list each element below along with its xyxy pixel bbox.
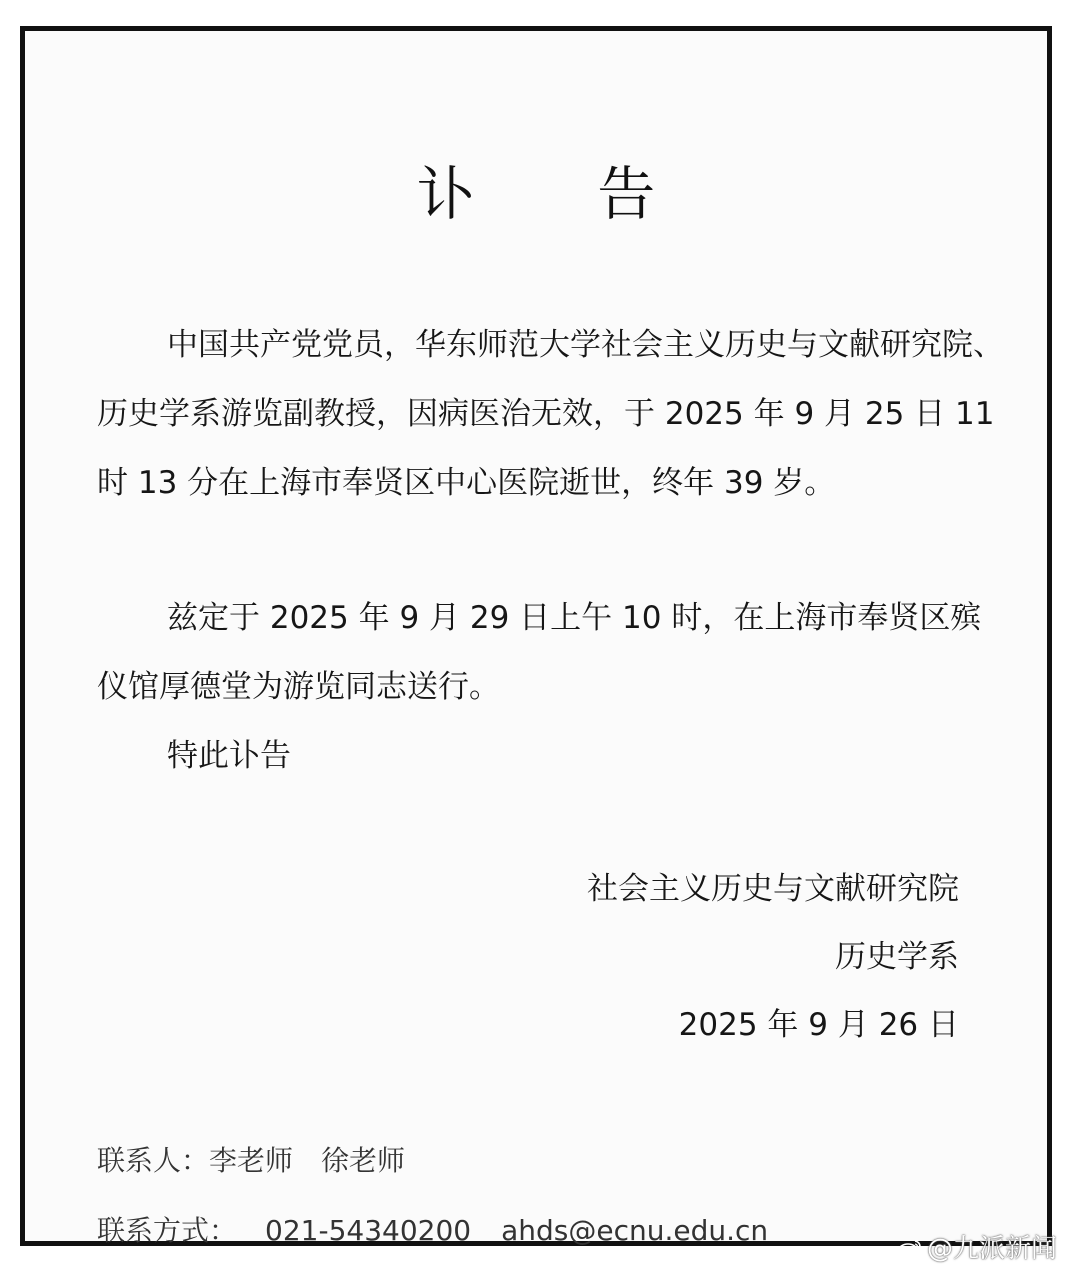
paragraph-3-text: 特此讣告 bbox=[167, 738, 291, 774]
contact-email: ahds@ecnu.edu.cn bbox=[501, 1214, 769, 1247]
signature-institute: 社会主义历史与文献研究院 bbox=[587, 871, 959, 907]
notice-paragraph-1 bbox=[97, 311, 1005, 518]
contact-persons bbox=[97, 1141, 405, 1181]
contact-method-label: 联系方式： bbox=[97, 1214, 238, 1247]
contact-phone: 021-54340200 bbox=[265, 1214, 472, 1247]
contact-person-label: 联系人： bbox=[97, 1144, 210, 1177]
watermark bbox=[897, 1233, 1057, 1265]
contact-person-1: 李老师 bbox=[209, 1144, 294, 1177]
notice-frame bbox=[20, 26, 1052, 1246]
contact-methods bbox=[97, 1211, 768, 1251]
watermark-text: @九派新闻 bbox=[926, 1234, 1057, 1264]
notice-paragraph-2 bbox=[97, 584, 1005, 722]
paragraph-1-text: 中国共产党党员，华东师范大学社会主义历史与文献研究院、历史学系游览副教授，因病医治无效，于 2025 年 9 月 25 日 11 时 13 分在上海市奉贤区中心医院逝世，终年 39 岁。 bbox=[97, 327, 1004, 501]
weibo-logo-icon bbox=[897, 1238, 923, 1260]
contact-person-2: 徐老师 bbox=[321, 1144, 406, 1177]
notice-title: 讣 告 bbox=[416, 160, 708, 228]
signature-department: 历史学系 bbox=[835, 939, 959, 975]
notice-paragraph-3 bbox=[97, 722, 1005, 791]
paragraph-2-text: 兹定于 2025 年 9 月 29 日上午 10 时，在上海市奉贤区殡仪馆厚德堂为游览同志送行。 bbox=[97, 600, 982, 705]
signature-date: 2025 年 9 月 26 日 bbox=[678, 1007, 959, 1043]
